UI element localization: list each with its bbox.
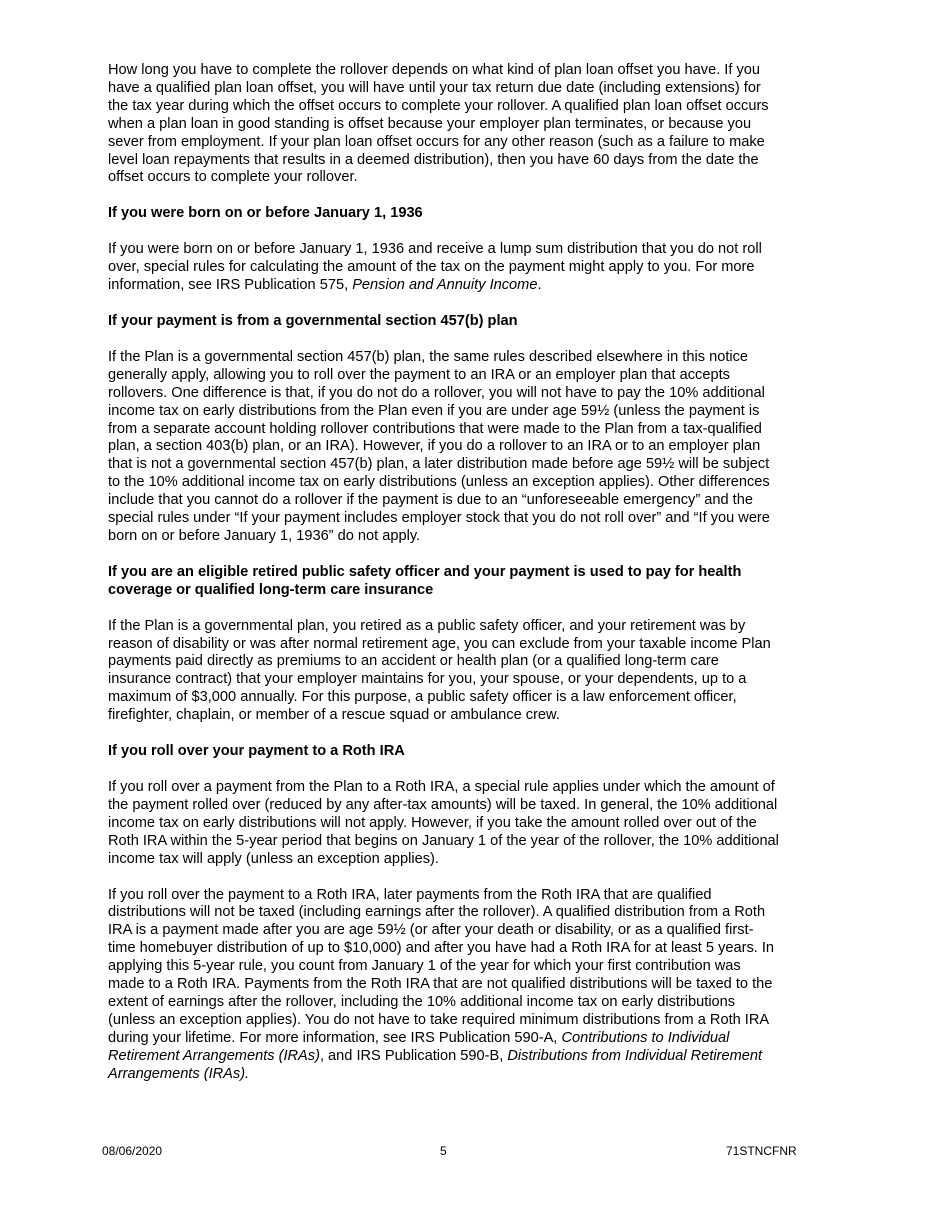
paragraph-text: , and IRS Publication 590-B, — [319, 1047, 504, 1064]
paragraph-roth-ira-2 — [108, 887, 780, 1084]
paragraph-text: If you roll over the payment to a Roth IRA, later payments from the Roth IRA that are qualified distributions will not be taxed (including earnings after the rollover). A qualified distribution from a Roth IRA is a payment made after you are age 59½ (or after your death or disability, or as a qualified first-time homebuyer distribution of up to $10,000) and after you have had a Roth IRA for at least 5 years. In applying this 5-year rule, you count from January 1 of the year for which your first contribution was made to a Roth IRA. Payments from the Roth IRA that are not qualified distributions will be taxed to the extent of earnings after the rollover, including the 10% additional income tax on early distributions (unless an exception applies). You do not have to take required minimum distributions from a Roth IRA during your lifetime. For more information, see IRS Publication 590-A, — [108, 886, 775, 1046]
paragraph-text: If you were born on or before January 1, 1936 and receive a lump sum distribution that you do not roll over, special rules for calculating the amount of the tax on the payment might apply to you. For more information, see IRS Publication 575, — [108, 241, 762, 294]
publication-title: Contributions to Individual Retirement Arrangements (IRAs) — [108, 1029, 730, 1064]
paragraph-loan-offset: How long you have to complete the rollover depends on what kind of plan loan offset you have. If you have a qualified plan loan offset, you will have until your tax return due date (including extensions) for the tax year during which the offset occurs to complete your rollover. A qualified plan loan offset occurs when a plan loan in good standing is offset because your employer plan terminates, or because you sever from employment. If your plan loan offset occurs for any other reason (such as a failure to make level loan repayments that results in a deemed distribution), then you have 60 days from the date the offset occurs to complete your rollover. — [108, 62, 769, 186]
paragraph-born-before-1936 — [108, 241, 780, 295]
heading-public-safety-officer: If you are an eligible retired public safety officer and your payment is used to pay for health coverage or qualified long-term care insurance — [108, 563, 742, 598]
heading-roth-ira: If you roll over your payment to a Roth IRA — [108, 743, 405, 760]
publication-title: Distributions from Individual Retirement Arrangements (IRAs). — [108, 1047, 763, 1082]
paragraph-roth-ira-1: If you roll over a payment from the Plan to a Roth IRA, a special rule applies under which the amount of the payment rolled over (reduced by any after-tax amounts) will be taxed. In general, the 10% additional income tax on early distributions will not apply. However, if you take the amount rolled over out of the Roth IRA within the 5-year period that begins on January 1 of the year of the rollover, the 10% additional income tax will apply (unless an exception applies). — [108, 779, 779, 867]
heading-457b-plan: If your payment is from a governmental section 457(b) plan — [108, 312, 518, 329]
document-body — [108, 62, 780, 1102]
paragraph-457b-plan: If the Plan is a governmental section 457(b) plan, the same rules described elsewhere in this notice generally apply, allowing you to roll over the payment to an IRA or an employer plan that accepts rollovers. One difference is that, if you do not do a rollover, you will not have to pay the 10% additional income tax on early distributions from the Plan even if you are under age 59½ (unless the payment is from a separate account holding rollover contributions that were made to the Plan from a tax-qualified plan, a section 403(b) plan, or an IRA). However, if you do a rollover to an IRA or to an employer plan that is not a governmental section 457(b) plan, a later distribution made before age 59½ will be subject to the 10% additional income tax on early distributions (unless an exception applies). Other differences include that you cannot do a rollover if the payment is due to an “unforeseeable emergency” and the special rules under “If your payment includes employer stock that you do not roll over” and “If you were born on or before January 1, 1936” do not apply. — [108, 348, 770, 544]
document-code: 71STNCFNR — [726, 1144, 797, 1158]
paragraph-end: . — [537, 277, 542, 294]
paragraph-public-safety-officer: If the Plan is a governmental plan, you retired as a public safety officer, and your retirement was by reason of disability or was after normal retirement age, you can exclude from your taxable income Plan payments paid directly as premiums to an accident or health plan (or a qualified long-term care insurance contract) that your employer maintains for you, your spouse, or your dependents, up to a maximum of $3,000 annually. For this purpose, a public safety officer is a law enforcement officer, firefighter, chaplain, or member of a rescue squad or ambulance crew. — [108, 617, 771, 724]
heading-born-before-1936: If you were born on or before January 1, 1936 — [108, 205, 423, 222]
footer-date: 08/06/2020 — [102, 1144, 163, 1158]
publication-title: Pension and Annuity Income — [352, 277, 538, 294]
page-number: 5 — [440, 1144, 447, 1158]
